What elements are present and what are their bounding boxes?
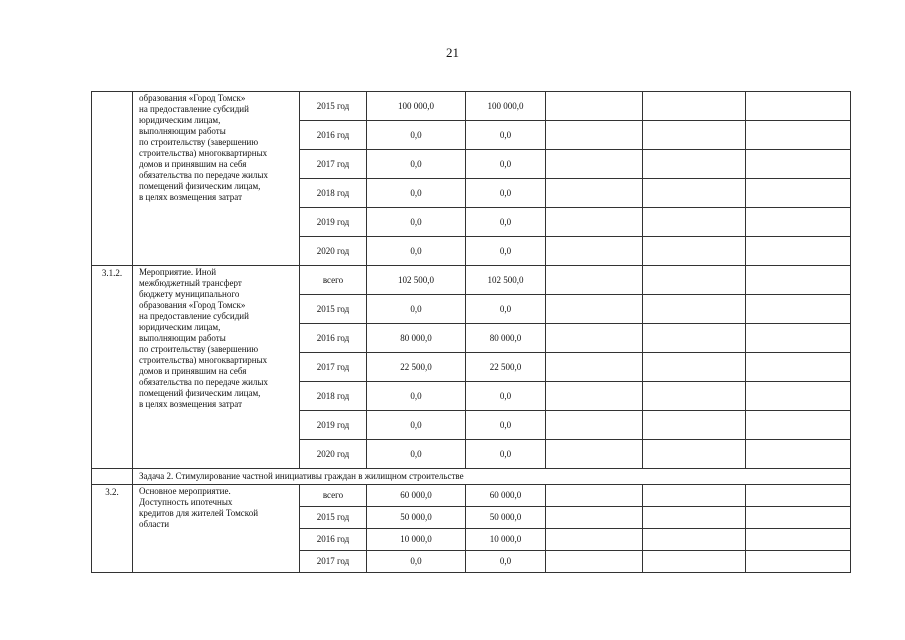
- total-value: 0,0: [367, 121, 466, 150]
- regional-value: 100 000,0: [466, 92, 546, 121]
- empty-cell: [643, 411, 746, 440]
- year: всего: [300, 485, 367, 507]
- empty-cell: [546, 485, 643, 507]
- year: 2016 год: [300, 529, 367, 551]
- year: 2017 год: [300, 353, 367, 382]
- empty-cell: [643, 121, 746, 150]
- empty-cell: [546, 237, 643, 266]
- regional-value: 0,0: [466, 411, 546, 440]
- empty-cell: [746, 324, 851, 353]
- table-row: [92, 92, 851, 121]
- empty-cell: [746, 411, 851, 440]
- year: 2018 год: [300, 382, 367, 411]
- empty-cell: [643, 485, 746, 507]
- empty-cell: [546, 92, 643, 121]
- item-description: Основное мероприятие. Доступность ипотечных кредитов для жителей Томской области: [133, 485, 300, 573]
- regional-value: 60 000,0: [466, 485, 546, 507]
- empty-cell: [643, 208, 746, 237]
- empty-cell: [746, 150, 851, 179]
- empty-cell: [546, 411, 643, 440]
- empty-cell: [643, 382, 746, 411]
- item-number: 3.2.: [92, 485, 133, 573]
- empty-cell: [746, 179, 851, 208]
- table-row: [92, 266, 851, 295]
- item-description: Мероприятие. Иной межбюджетный трансферт бюджету муниципального образования «Город Томск» на предоставление субсидий юридическим лицам, выполняющим работы по строительству (завершению строительства) многоквартирных домов и принявшим на себя обязательства по передаче жилых помещений физическим лицам, в целях возмещения затрат: [133, 266, 300, 469]
- year: 2016 год: [300, 121, 367, 150]
- regional-value: 0,0: [466, 121, 546, 150]
- total-value: 102 500,0: [367, 266, 466, 295]
- regional-value: 0,0: [466, 150, 546, 179]
- year: 2016 год: [300, 324, 367, 353]
- task-row: [92, 469, 851, 485]
- total-value: 0,0: [367, 295, 466, 324]
- total-value: 0,0: [367, 411, 466, 440]
- regional-value: 0,0: [466, 179, 546, 208]
- empty-cell: [643, 529, 746, 551]
- year: 2015 год: [300, 295, 367, 324]
- empty-cell: [546, 121, 643, 150]
- empty-cell: [546, 295, 643, 324]
- empty-cell: [643, 295, 746, 324]
- total-value: 22 500,0: [367, 353, 466, 382]
- empty-cell: [546, 353, 643, 382]
- total-value: 80 000,0: [367, 324, 466, 353]
- empty-cell: [643, 353, 746, 382]
- page-number: 21: [446, 45, 459, 60]
- task-title: Задача 2. Стимулирование частной инициативы граждан в жилищном строительстве: [133, 469, 851, 485]
- year: 2019 год: [300, 411, 367, 440]
- empty-cell: [546, 208, 643, 237]
- year: 2015 год: [300, 507, 367, 529]
- total-value: 0,0: [367, 382, 466, 411]
- year: 2017 год: [300, 551, 367, 573]
- total-value: 0,0: [367, 150, 466, 179]
- empty-cell: [746, 440, 851, 469]
- empty-cell: [746, 507, 851, 529]
- empty-cell: [746, 92, 851, 121]
- empty-cell: [546, 507, 643, 529]
- empty-cell: [643, 551, 746, 573]
- regional-value: 0,0: [466, 382, 546, 411]
- regional-value: 102 500,0: [466, 266, 546, 295]
- year: всего: [300, 266, 367, 295]
- empty-cell: [746, 485, 851, 507]
- empty-cell: [746, 295, 851, 324]
- empty-cell: [643, 440, 746, 469]
- total-value: 0,0: [367, 237, 466, 266]
- table-row: [92, 485, 851, 507]
- year: 2018 год: [300, 179, 367, 208]
- regional-value: 50 000,0: [466, 507, 546, 529]
- empty-cell: [746, 121, 851, 150]
- empty-cell: [746, 266, 851, 295]
- empty-cell: [746, 353, 851, 382]
- empty-cell: [546, 382, 643, 411]
- total-value: 100 000,0: [367, 92, 466, 121]
- empty-cell: [643, 179, 746, 208]
- total-value: 0,0: [367, 551, 466, 573]
- task-number-cell: [92, 469, 133, 485]
- empty-cell: [643, 266, 746, 295]
- empty-cell: [643, 237, 746, 266]
- empty-cell: [546, 529, 643, 551]
- item-description: образования «Город Томск» на предоставление субсидий юридическим лицам, выполняющим работы по строительству (завершению строительства) многоквартирных домов и принявшим на себя обязательства по передаче жилых помещений физическим лицам, в целях возмещения затрат: [133, 92, 300, 266]
- empty-cell: [546, 551, 643, 573]
- total-value: 0,0: [367, 208, 466, 237]
- year: 2019 год: [300, 208, 367, 237]
- empty-cell: [643, 150, 746, 179]
- total-value: 50 000,0: [367, 507, 466, 529]
- total-value: 0,0: [367, 179, 466, 208]
- empty-cell: [546, 179, 643, 208]
- regional-value: 0,0: [466, 551, 546, 573]
- empty-cell: [643, 92, 746, 121]
- regional-value: 0,0: [466, 237, 546, 266]
- total-value: 60 000,0: [367, 485, 466, 507]
- empty-cell: [643, 324, 746, 353]
- empty-cell: [746, 529, 851, 551]
- empty-cell: [746, 237, 851, 266]
- empty-cell: [746, 208, 851, 237]
- regional-value: 0,0: [466, 208, 546, 237]
- item-number: 3.1.2.: [92, 266, 133, 469]
- year: 2020 год: [300, 237, 367, 266]
- empty-cell: [546, 324, 643, 353]
- year: 2015 год: [300, 92, 367, 121]
- regional-value: 80 000,0: [466, 324, 546, 353]
- item-number: [92, 92, 133, 266]
- regional-value: 0,0: [466, 440, 546, 469]
- regional-value: 0,0: [466, 295, 546, 324]
- year: 2020 год: [300, 440, 367, 469]
- budget-table: [91, 91, 851, 573]
- regional-value: 10 000,0: [466, 529, 546, 551]
- empty-cell: [746, 551, 851, 573]
- empty-cell: [546, 440, 643, 469]
- empty-cell: [546, 266, 643, 295]
- regional-value: 22 500,0: [466, 353, 546, 382]
- total-value: 0,0: [367, 440, 466, 469]
- empty-cell: [643, 507, 746, 529]
- year: 2017 год: [300, 150, 367, 179]
- total-value: 10 000,0: [367, 529, 466, 551]
- empty-cell: [546, 150, 643, 179]
- empty-cell: [746, 382, 851, 411]
